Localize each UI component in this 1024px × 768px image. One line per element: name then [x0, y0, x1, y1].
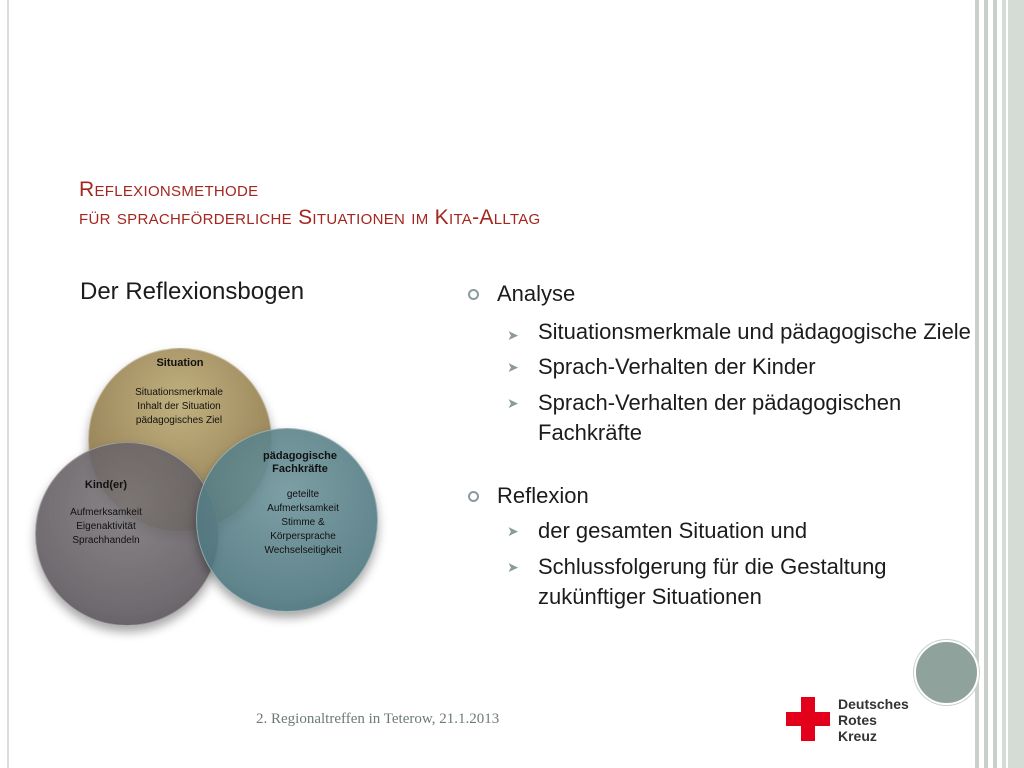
left-heading: Der Reflexionsbogen — [80, 278, 305, 305]
venn-kind-body — [50, 506, 162, 548]
arrow-bullet-icon: ➤ — [507, 327, 519, 343]
circle-bullet-icon — [468, 491, 479, 502]
venn-situation-title: Situation — [156, 357, 204, 369]
venn-fachkraefte-line: Körpersprache — [270, 531, 336, 542]
arrow-bullet-icon: ➤ — [507, 359, 519, 375]
slide-title-line-1: Reflexionsmethode — [79, 178, 259, 201]
footer-text: 2. Regionaltreffen in Teterow, 21.1.2013 — [256, 711, 500, 727]
venn-fachkraefte-title-line: pädagogische — [263, 450, 337, 462]
venn-fachkraefte-line: geteilte — [286, 489, 320, 500]
venn-fachkraefte-line: Wechselseitigkeit — [264, 545, 342, 556]
sub-bullet-item — [466, 552, 976, 612]
sub-bullet-label: Schlussfolgerung für die Gestaltung zukünftiger Situationen — [538, 554, 887, 609]
slide-title-line-2: für sprachförderliche Situationen im Kita-Alltag — [79, 206, 541, 229]
sub-bullet-label: der gesamten Situation und — [538, 518, 808, 543]
sub-bullet-item — [466, 314, 976, 350]
drk-logo — [786, 697, 936, 747]
right-decorative-border — [975, 0, 1024, 768]
arrow-bullet-icon: ➤ — [507, 523, 519, 539]
sub-bullet-item — [466, 516, 976, 546]
sub-bullet-item — [466, 388, 976, 448]
bullet-item-analyse — [466, 280, 976, 308]
sub-bullet-label: Sprach-Verhalten der Kinder — [538, 354, 816, 379]
bullet-list — [466, 280, 976, 612]
decorative-circle — [914, 640, 979, 705]
bullet-label: Analyse — [497, 281, 576, 306]
sub-bullet-item — [466, 352, 976, 382]
slide-title — [79, 176, 541, 232]
venn-kind-line: Sprachhandeln — [72, 535, 140, 546]
venn-situation-line: Situationsmerkmale — [135, 387, 223, 398]
venn-situation-body — [108, 386, 250, 428]
venn-fachkraefte-line: Aufmerksamkeit — [267, 503, 339, 514]
venn-kind-line: Aufmerksamkeit — [70, 507, 142, 518]
left-divider — [7, 0, 9, 768]
circle-bullet-icon — [468, 289, 479, 300]
venn-fachkraefte-line: Stimme & — [281, 517, 325, 528]
bullet-item-reflexion — [466, 482, 976, 510]
logo-text-line: Kreuz — [838, 728, 877, 744]
venn-fachkraefte-body — [244, 488, 362, 558]
venn-kind-title: Kind(er) — [84, 479, 128, 491]
venn-fachkraefte-title — [250, 450, 350, 476]
sub-bullet-label: Situationsmerkmale und pädagogische Ziele — [538, 319, 971, 344]
venn-kind-line: Eigenaktivität — [76, 521, 136, 532]
logo-text-line: Deutsches — [838, 696, 909, 712]
venn-diagram — [30, 342, 380, 627]
venn-situation-line: Inhalt der Situation — [137, 401, 221, 412]
venn-situation-line: pädagogisches Ziel — [135, 415, 223, 426]
logo-text-line: Rotes — [838, 712, 877, 728]
logo-text — [838, 696, 909, 744]
sub-bullet-label: Sprach-Verhalten der pädagogischen Fachkräfte — [538, 390, 902, 445]
bullet-label: Reflexion — [497, 483, 589, 508]
red-cross-icon — [786, 697, 830, 741]
arrow-bullet-icon: ➤ — [507, 559, 519, 575]
venn-fachkraefte-title-line: Fachkräfte — [272, 463, 328, 475]
arrow-bullet-icon: ➤ — [507, 395, 519, 411]
